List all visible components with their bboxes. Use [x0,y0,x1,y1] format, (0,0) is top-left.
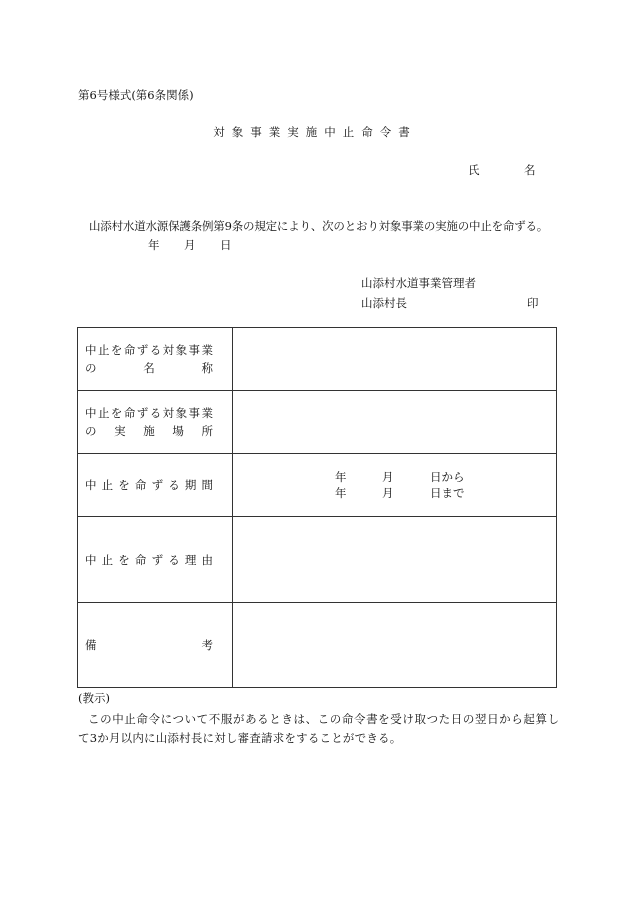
label-char: 止 [97,406,110,420]
project-location-value[interactable] [233,391,557,454]
label-char: ず [136,343,149,357]
label-char: 事 [188,406,200,420]
suspension-period-value[interactable] [233,454,557,517]
date-day-label: 日 [220,238,232,252]
label-char: 象 [175,406,188,420]
issuer-title-1: 山添村水道事業管理者 [361,276,476,290]
label-char: る [149,406,162,420]
label-char: 対 [162,343,175,357]
suspension-reason-value[interactable] [233,517,557,603]
label-char: 理 [184,552,197,567]
label-line [85,359,213,377]
project-name-value[interactable] [233,328,557,391]
suspension-period-label [78,454,233,517]
document-title: 対象事業実施中止命令書 [213,125,417,139]
label-char: 止 [101,552,114,567]
suspension-reason-label [78,517,233,603]
project-name-label [78,328,233,391]
label-char: 中 [85,552,97,567]
instruction-text-line-2: て3か月以内に山添村長に対し審査請求をすることができる。 [78,731,402,745]
table-row [78,328,557,391]
label-char: 命 [123,343,136,357]
form-number: 第6号様式(第6条関係) [78,88,194,102]
label-line [85,422,213,440]
table-row [78,517,557,603]
label-char: の [85,424,97,438]
label-char: 由 [201,552,213,567]
remarks-label [78,603,233,688]
label-char: 期 [184,478,197,492]
recipient-name-field [468,162,536,178]
instruction-label: (教示) [78,691,110,705]
end-year-label: 年 [335,486,347,500]
label-char: 事 [188,343,200,357]
date-month-label: 月 [184,238,196,252]
end-day-label: 日まで [430,486,465,500]
surname-label: 氏 [468,163,480,177]
date-year-label: 年 [148,238,160,252]
start-day-label: 日から [430,470,465,484]
start-month-label: 月 [382,470,394,484]
label-char: 施 [143,424,155,438]
table-row [78,391,557,454]
label-char: 業 [201,343,213,357]
order-statement: 山添村水道水源保護条例第9条の規定により、次のとおり対象事業の実施の中止を命ずる。 [89,219,549,233]
label-char: る [149,343,162,357]
label-char: を [110,406,123,420]
table-row [78,603,557,688]
issue-date [148,237,256,253]
label-line [85,551,213,569]
start-year-label: 年 [335,470,347,484]
label-line [85,404,213,422]
label-char: 中 [85,478,97,492]
period-dates [233,469,556,501]
label-char: 対 [162,406,175,420]
period-start [335,469,556,485]
label-char: 間 [201,478,213,492]
label-char: 称 [201,361,213,375]
end-month-label: 月 [382,486,394,500]
label-char: 備 [85,638,97,652]
label-char: 命 [134,478,147,492]
project-location-label [78,391,233,454]
label-line [85,341,213,359]
label-char: ず [151,552,164,567]
label-char: の [85,361,97,375]
label-char: 止 [101,478,114,492]
order-details-table [77,327,557,688]
label-char: 場 [172,424,184,438]
label-char: 命 [123,406,136,420]
label-char: 業 [201,406,213,420]
label-line [85,476,213,494]
remarks-value[interactable] [233,603,557,688]
label-char: 考 [201,638,213,652]
label-char: ず [151,478,164,492]
label-char: る [168,552,180,567]
label-char: 名 [143,361,155,375]
table-row [78,454,557,517]
label-char: 所 [201,424,213,438]
label-line [85,636,213,654]
instruction-text-line-1: この中止命令について不服があるときは、この命令書を受け取つた日の翌日から起算し [88,712,560,726]
label-char: 中 [85,343,97,357]
seal-mark: 印 [527,296,539,310]
label-char: ず [136,406,149,420]
given-name-label: 名 [524,163,536,177]
label-char: を [110,343,123,357]
period-end [335,485,556,501]
label-char: を [118,552,130,567]
label-char: 止 [97,343,110,357]
label-char: 命 [134,552,147,567]
label-char: る [168,478,180,492]
issuer-title-2: 山添村長 [361,296,407,310]
label-char: 象 [175,343,188,357]
label-char: 中 [85,406,97,420]
label-char: 実 [114,424,126,438]
label-char: を [118,478,130,492]
